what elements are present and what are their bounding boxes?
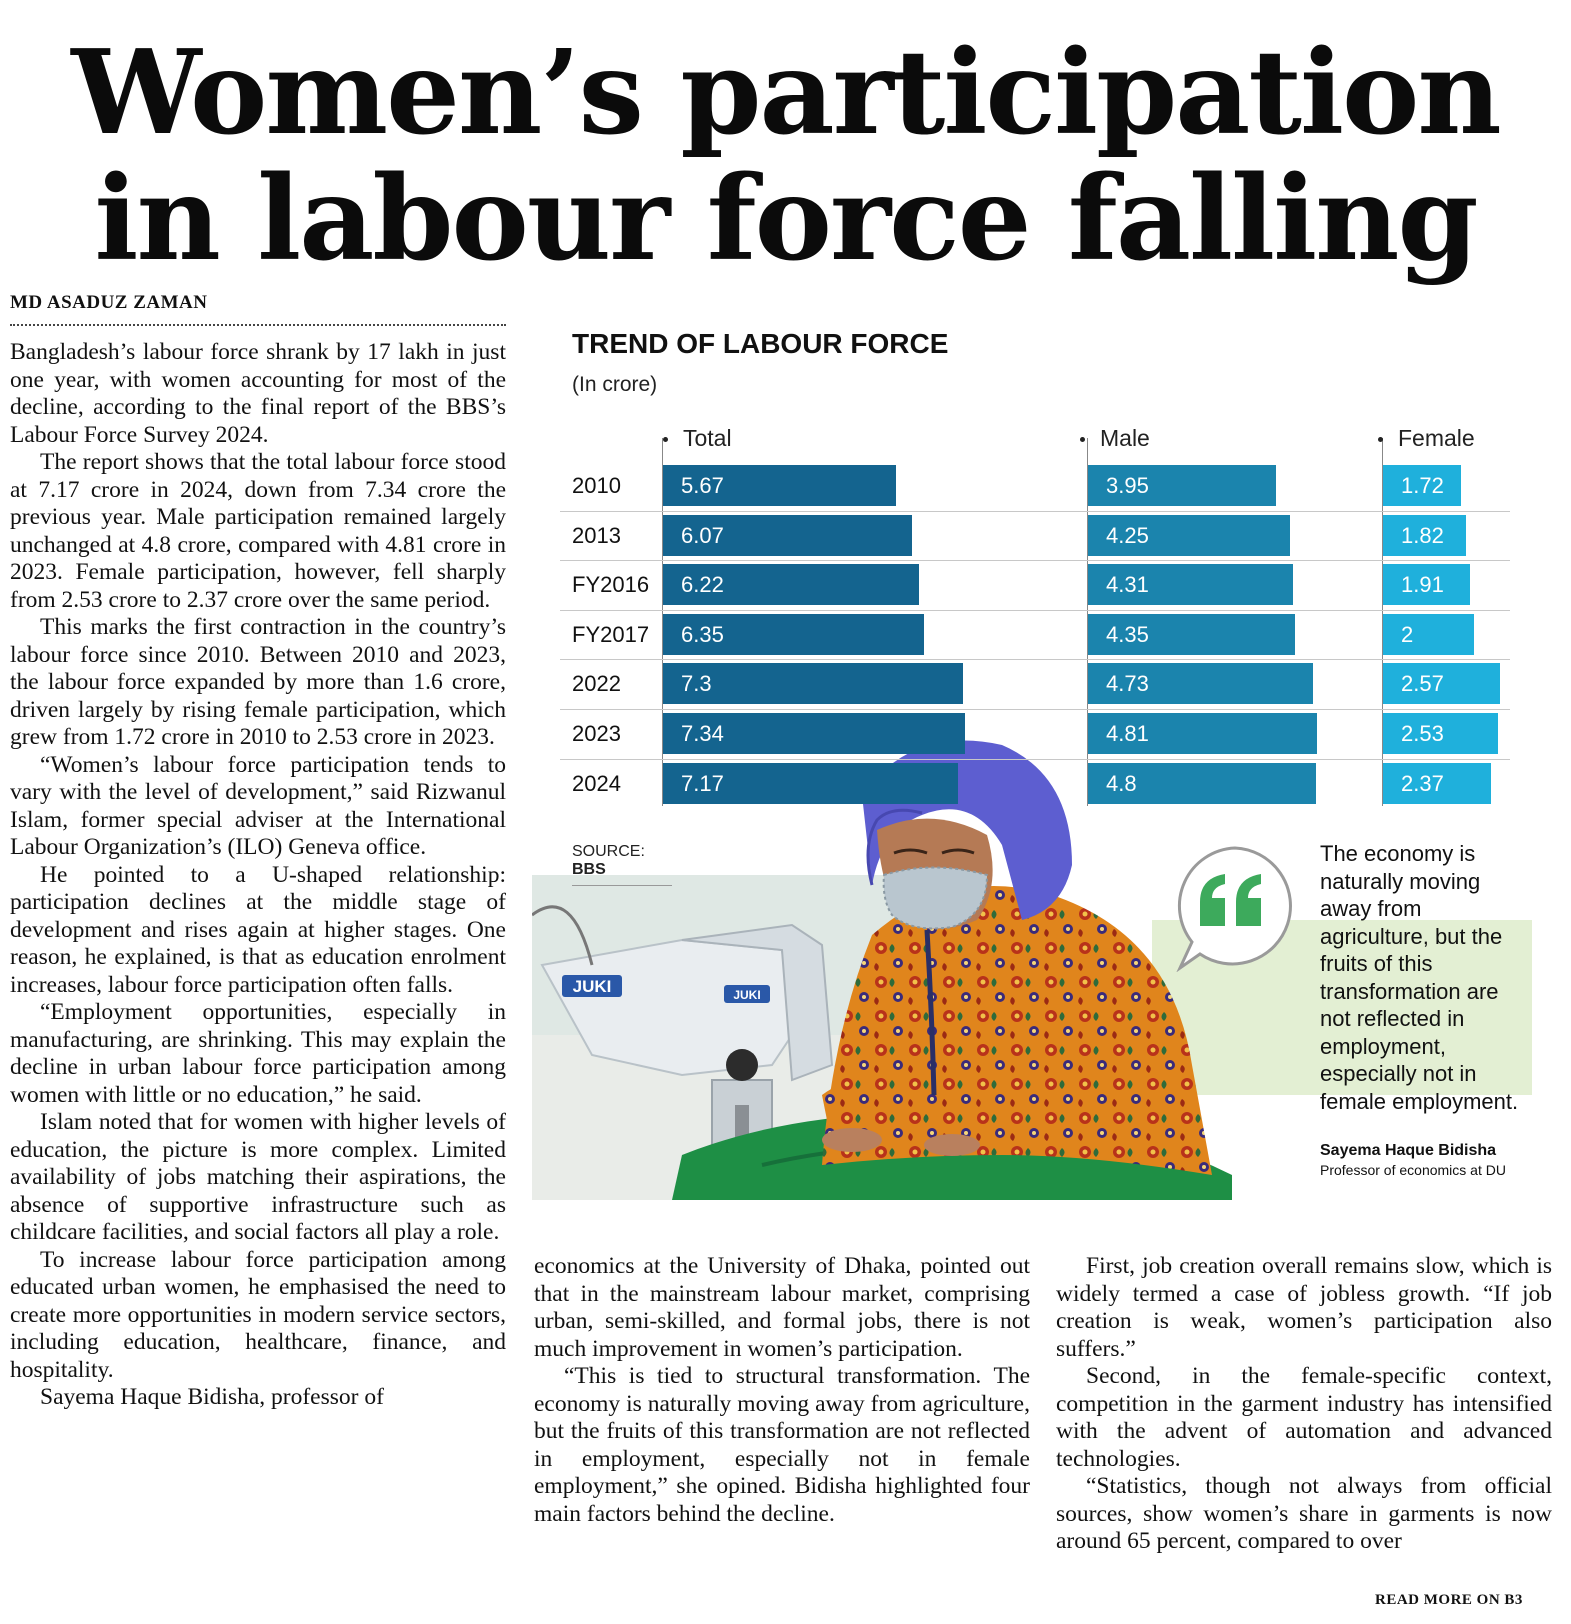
machine-logo: JUKI — [572, 977, 612, 996]
paragraph: Sayema Haque Bidisha, professor of — [40, 1384, 384, 1410]
row-label: 2013 — [572, 522, 621, 548]
row-label: 2023 — [572, 721, 621, 746]
headline-line-2: in labour force falling — [94, 151, 1477, 287]
row-label: 2024 — [572, 770, 621, 796]
paragraph: “This is tied to structural transformation. The economy is naturally moving away from agriculture, but the fruits of this transformation are not reflected in employment, especially not in female employment,” she opined. Bidisha highlighted four main factors behind the decline. — [534, 1363, 1030, 1527]
bar-total-2022 — [663, 663, 963, 704]
bar-total-2013 — [663, 515, 912, 556]
pull-quote-role: Professor of economics at DU — [1320, 1162, 1506, 1178]
bar-female-2013 — [1383, 515, 1466, 556]
article-column-2 — [534, 1253, 1030, 1528]
bar-total-fy2017 — [663, 614, 924, 655]
bar-total-fy2016 — [663, 564, 919, 605]
bar-male-2023 — [1088, 713, 1317, 754]
paragraph: To increase labour force participation among educated urban women, he emphasised the need to create more opportunities in modern service sectors, including education, healthcare, finance, and hospitality. — [10, 1246, 506, 1383]
column-header-label: Male — [1100, 425, 1150, 451]
byline-divider — [10, 324, 506, 326]
bar-value-label: 6.35 — [681, 621, 724, 647]
bar-value-label: 7.34 — [681, 721, 724, 746]
source-name: BBS — [572, 861, 606, 878]
bar-value-label: 2 — [1401, 621, 1414, 647]
bar-male-2022 — [1088, 663, 1313, 704]
header-dot — [663, 437, 668, 442]
row-label: FY2017 — [572, 621, 650, 647]
bar-value-label: 3.95 — [1106, 473, 1149, 498]
column-header-label: Female — [1398, 425, 1475, 451]
headline — [0, 25, 1571, 287]
bar-value-label: 2.53 — [1401, 721, 1444, 746]
bar-value-label: 4.81 — [1106, 721, 1149, 746]
column-header-total — [683, 425, 732, 452]
bar-value-label: 1.91 — [1401, 572, 1444, 598]
bar-value-label: 7.3 — [681, 671, 712, 697]
article-column-3 — [1056, 1253, 1552, 1556]
pull-quote-author: Sayema Haque Bidisha — [1320, 1142, 1497, 1159]
row-gridline — [560, 560, 1510, 561]
bar-value-label: 4.8 — [1106, 770, 1137, 796]
bar-male-2024 — [1088, 763, 1316, 804]
bar-value-label: 4.73 — [1106, 671, 1149, 697]
bar-female-2024 — [1383, 763, 1491, 804]
quote-bubble — [1170, 842, 1300, 972]
paragraph: Bangladesh’s labour force shrank by 17 lakh in just one year, with women accounting for most of the decline, according to the final report of the BBS’s Labour Force Survey 2024. — [10, 339, 506, 448]
paragraph: economics at the University of Dhaka, pointed out that in the mainstream labour market, comprising urban, semi-skilled, and formal jobs, there is not much improvement in women’s participation. — [534, 1253, 1030, 1362]
row-label: FY2016 — [572, 572, 650, 598]
column-header-female — [1398, 425, 1475, 452]
bar-female-2010 — [1383, 465, 1461, 506]
bar-total-2023 — [663, 713, 965, 754]
row-gridline — [560, 659, 1510, 660]
bar-male-fy2016 — [1088, 564, 1293, 605]
pull-quote-text: The economy is naturally moving away from agriculture, but the fruits of this transformation are not reflected in employment, especially not in female employment. — [1320, 841, 1519, 1114]
source-label: SOURCE: — [572, 843, 645, 860]
chart-subtitle: (In crore) — [572, 373, 658, 396]
bar-value-label: 2.57 — [1401, 671, 1444, 697]
paragraph: Second, in the female-specific context, competition in the garment industry has intensified with the advent of automation and advanced technologies. — [1056, 1363, 1552, 1472]
read-more-link[interactable]: READ MORE ON B3 — [1375, 1592, 1523, 1608]
bar-value-label: 4.35 — [1106, 621, 1149, 647]
row-gridline — [560, 511, 1510, 512]
header-dot — [1080, 437, 1085, 442]
bar-value-label: 7.17 — [681, 770, 724, 796]
bar-value-label: 6.22 — [681, 572, 724, 598]
paragraph: First, job creation overall remains slow, which is widely termed a case of jobless growth. “If job creation is weak, women’s participation also suffers.” — [1056, 1253, 1552, 1362]
bar-male-fy2017 — [1088, 614, 1295, 655]
bar-value-label: 4.25 — [1106, 522, 1149, 548]
chart-source — [572, 843, 672, 886]
paragraph: “Employment opportunities, especially in manufacturing, are shrinking. This may explain the decline in urban labour force participation among women with little or no education,” he said. — [10, 999, 506, 1108]
bar-value-label: 4.31 — [1106, 572, 1149, 598]
bar-female-fy2017 — [1383, 614, 1474, 655]
bar-value-label: 1.82 — [1401, 522, 1444, 548]
bar-value-label: 1.72 — [1401, 473, 1444, 498]
bar-female-fy2016 — [1383, 564, 1470, 605]
bar-total-2010 — [663, 465, 896, 506]
labour-force-chart — [560, 410, 1520, 810]
bar-female-2022 — [1383, 663, 1500, 704]
speech-bubble-icon — [1179, 848, 1290, 968]
paragraph: Islam noted that for women with higher levels of education, the picture is more complex. Limited availability of jobs matching their aspirations, the absence of supportive infrastructure such as childcare facilities, and social factors all play a role. — [10, 1109, 506, 1245]
byline: MD ASADUZ ZAMAN — [10, 292, 208, 313]
header-dot — [1378, 437, 1383, 442]
machine-logo: JUKI — [733, 988, 761, 1002]
bar-male-2010 — [1088, 465, 1276, 506]
bar-value-label: 6.07 — [681, 522, 724, 548]
paragraph: “Statistics, though not always from official sources, show women’s share in garments is now around 65 percent, compared to over — [1056, 1473, 1552, 1554]
bar-value-label: 5.67 — [681, 473, 724, 498]
chart-title: TREND OF LABOUR FORCE — [572, 328, 949, 359]
bar-male-2013 — [1088, 515, 1290, 556]
row-gridline — [560, 759, 1510, 760]
column-header-male — [1100, 425, 1150, 452]
bar-total-2024 — [663, 763, 958, 804]
paragraph: This marks the first contraction in the country’s labour force since 2010. Between 2010 and 2023, the labour force expanded by more than 1.6 crore, driven largely by rising female participation, which grew from 1.72 crore in 2010 to 2.53 crore in 2023. — [10, 614, 506, 750]
bar-value-label: 2.37 — [1401, 770, 1444, 796]
row-label: 2010 — [572, 473, 621, 498]
article-column-1 — [10, 339, 506, 1412]
row-label: 2022 — [572, 671, 621, 697]
headline-line-1: Women’s participation — [71, 25, 1500, 161]
paragraph: The report shows that the total labour force stood at 7.17 crore in 2024, down from 7.34 crore the previous year. Male participation remained largely unchanged at 4.8 crore, compared with 4.81 crore in 2023. Female participation, however, fell sharply from 2.53 crore to 2.37 crore over the same period. — [10, 449, 506, 613]
row-gridline — [560, 709, 1510, 710]
bar-female-2023 — [1383, 713, 1498, 754]
row-gridline — [560, 610, 1510, 611]
column-header-label: Total — [683, 425, 732, 451]
paragraph: He pointed to a U-shaped relationship: participation declines at the middle stage of development and rises again at higher stages. One reason, he explained, is that as education enrolment increases, labour force participation often falls. — [10, 861, 506, 998]
paragraph: “Women’s labour force participation tends to vary with the level of development,” said Rizwanul Islam, former special adviser at the International Labour Organization’s (ILO) Geneva office. — [10, 751, 506, 860]
